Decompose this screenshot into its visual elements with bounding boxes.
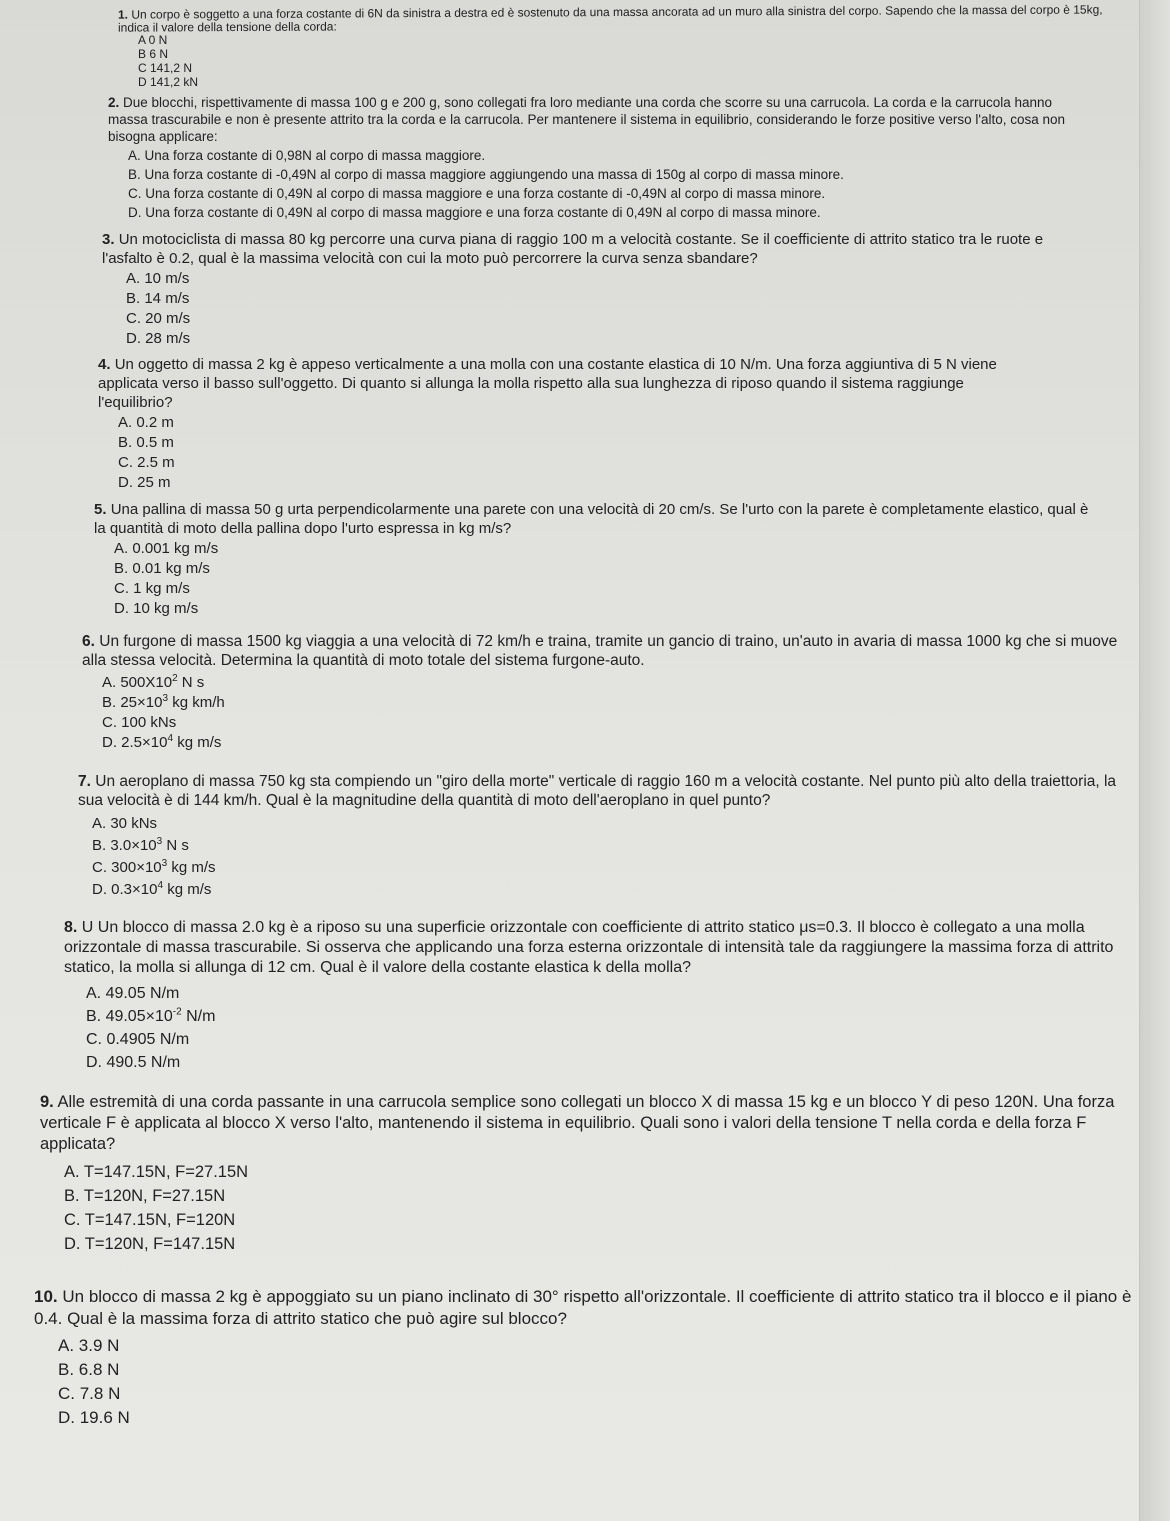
answer-options [64, 982, 1144, 1074]
option-d[interactable]: D. Una forza costante di 0,49N al corpo di massa maggiore e una forza costante di 0,49N al corpo di massa minore. [128, 205, 821, 220]
answer-options [108, 146, 1068, 222]
question-2 [108, 94, 1068, 222]
option-c[interactable]: C. Una forza costante di 0,49N al corpo di massa maggiore e una forza costante di -0,49N al corpo di massa minore. [128, 186, 826, 201]
option-d[interactable]: D. T=120N, F=147.15N [64, 1235, 236, 1253]
question-number: 9. [40, 1093, 54, 1111]
question-9 [40, 1092, 1140, 1256]
option-c[interactable]: C. T=147.15N, F=120N [64, 1211, 236, 1229]
question-number: 8. [64, 919, 78, 936]
option-b[interactable]: B. 6.8 N [58, 1360, 120, 1379]
option-d[interactable]: D. $0.3\times 10^4$ kg m/s [92, 880, 212, 898]
option-d[interactable]: D. 10 kg m/s [114, 600, 199, 617]
option-c[interactable]: C. 1 kg m/s [114, 580, 190, 597]
option-a[interactable]: A. $500X10^2$ N s [102, 673, 205, 691]
option-b[interactable]: B. $3.0\times 10^3$ N s [92, 836, 189, 854]
option-b[interactable]: B. 0.5 m [118, 434, 174, 451]
answer-options [40, 1160, 1140, 1256]
question-number: 1. [118, 7, 129, 22]
question-10 [34, 1286, 1134, 1430]
option-d[interactable]: D. 490.5 N/m [86, 1054, 181, 1071]
option-d[interactable]: D. 19.6 N [58, 1408, 130, 1427]
question-text: Un corpo è soggetto a una forza costante di 6N da sinistra a destra ed è sostenuto da una massa ancorata ad un muro alla sinistra del corpo. Sapendo che la massa del corpo è 15kg, indica il valore della tensione della corda: [118, 2, 1103, 35]
question-text: Un motociclista di massa 80 kg percorre una curva piana di raggio 100 m a velocità costante. Se il coefficiente di attrito statico tra le ruote e l'asfalto è 0.2, qual è la massima velocità con cui la moto può percorrere la curva senza sbandare? [102, 231, 1044, 267]
question-number: 10. [34, 1287, 58, 1306]
question-number: 5. [94, 501, 107, 518]
question-number: 6. [82, 633, 95, 650]
option-c[interactable]: C. $300\times 10^3$ kg m/s [92, 858, 216, 876]
question-7 [78, 772, 1128, 901]
option-d[interactable]: D. $2.5\times 10^4$ kg m/s [102, 733, 222, 751]
option-a[interactable]: A. 49.05 N/m [86, 985, 180, 1002]
option-b[interactable]: B. 14 m/s [126, 290, 190, 307]
answer-options [98, 413, 1038, 493]
option-c[interactable]: C. 20 m/s [126, 310, 191, 327]
question-8 [64, 918, 1144, 1074]
question-number: 7. [78, 773, 91, 790]
question-text: Un oggetto di massa 2 kg è appeso verticalmente a una molla con una costante elastica di 10 N/m. Una forza aggiuntiva di 5 N viene applicata verso il basso sull'oggetto. Di quanto si allunga la molla rispetto alla sua lunghezza di riposo quando il sistema raggiunge l'equilibrio? [98, 356, 997, 411]
question-number: 2. [108, 95, 120, 110]
option-d[interactable]: D. 25 m [118, 474, 171, 491]
option-a[interactable]: A. 30 kNs [92, 815, 158, 832]
option-c[interactable]: C. 7.8 N [58, 1384, 121, 1403]
option-c[interactable]: C. 0.4905 N/m [86, 1031, 190, 1048]
answer-options [94, 539, 1104, 619]
answer-options [102, 269, 1082, 349]
question-number: 4. [98, 356, 111, 373]
option-a[interactable]: A 0 N [138, 33, 168, 47]
option-a[interactable]: A. 0.001 kg m/s [114, 540, 219, 557]
question-5 [94, 500, 1104, 619]
question-4 [98, 355, 1038, 493]
option-b[interactable]: B. 0.01 kg m/s [114, 560, 210, 577]
option-b[interactable]: B. $49.05\times 10^{-2}$ N/m [86, 1006, 216, 1025]
question-6 [82, 632, 1132, 753]
option-b[interactable]: B 6 N [138, 47, 169, 61]
option-a[interactable]: A. Una forza costante di 0,98N al corpo di massa maggiore. [128, 148, 486, 163]
option-c[interactable]: C. 100 kNs [102, 714, 177, 731]
question-text: Alle estremità di una corda passante in una carrucola semplice sono collegati un blocco X di massa 15 kg e un blocco Y di peso 120N. Una forza verticale F è applicata al blocco X verso l'alto, mantenendo il sistema in equilibrio. Quali sono i valori della tensione T nella corda e della forza F applicata? [40, 1093, 1115, 1153]
option-d[interactable]: D 141,2 kN [138, 75, 199, 89]
option-a[interactable]: A. T=147.15N, F=27.15N [64, 1163, 249, 1181]
answer-options [78, 813, 1128, 901]
question-number: 3. [102, 231, 115, 248]
question-3 [102, 230, 1082, 349]
question-text: Una pallina di massa 50 g urta perpendicolarmente una parete con una velocità di 20 cm/s. Se l'urto con la parete è completamente elastico, qual è la quantità di moto della pallina dopo l'urto espressa in kg m/s? [94, 501, 1089, 537]
option-c[interactable]: C. 2.5 m [118, 454, 175, 471]
answer-options [34, 1334, 1134, 1430]
question-text: Un blocco di massa 2 kg è appoggiato su un piano inclinato di 30° rispetto all'orizzontale. Il coefficiente di attrito statico tra il blocco e il piano è 0.4. Qual è la massima forza di attrito statico che può agire sul blocco? [34, 1287, 1132, 1328]
question-text: Un aeroplano di massa 750 kg sta compiendo un "giro della morte" verticale di raggio 160 m a velocità costante. Nel punto più alto della traiettoria, la sua velocità è di 144 km/h. Qual è la magnitudine della quantità di moto dell'aeroplano in quel punto? [78, 773, 1117, 809]
question-text: U Un blocco di massa 2.0 kg è a riposo su una superficie orizzontale con coefficiente di attrito statico μs=0.3. Il blocco è collegato a una molla orizzontale di massa trascurabile. Si osserva che applicando una forza esterna orizzontale di intensità tale da raggiungere la massima forza di attrito statico, la molla si allunga di 12 cm. Qual è il valore della costante elastica k della molla? [64, 919, 1114, 976]
option-a[interactable]: A. 10 m/s [126, 270, 190, 287]
answer-options [82, 673, 1132, 753]
paper-edge [1139, 0, 1170, 1521]
option-b[interactable]: B. Una forza costante di -0,49N al corpo di massa maggiore aggiungendo una massa di 150g al corpo di massa minore. [128, 167, 844, 182]
option-b[interactable]: B. T=120N, F=27.15N [64, 1187, 226, 1205]
option-a[interactable]: A. 3.9 N [58, 1336, 120, 1355]
answer-options [118, 33, 1128, 89]
question-text: Un furgone di massa 1500 kg viaggia a una velocità di 72 km/h e traina, tramite un gancio di traino, un'auto in avaria di massa 1000 kg che si muove alla stessa velocità. Determina la quantità di moto totale del sistema furgone-auto. [82, 633, 1118, 669]
option-b[interactable]: B. $25\times 10^3$ kg km/h [102, 693, 225, 711]
question-text: Due blocchi, rispettivamente di massa 100 g e 200 g, sono collegati fra loro mediante una corda che scorre su una carrucola. La corda e la carrucola hanno massa trascurabile e non è presente attrito tra la corda e la carrucola. Per mantenere il sistema in equilibrio, considerando le forze positive verso l'alto, cosa non bisogna applicare: [108, 95, 1066, 144]
option-c[interactable]: C 141,2 N [138, 61, 193, 75]
option-d[interactable]: D. 28 m/s [126, 330, 191, 347]
question-1 [118, 2, 1128, 89]
option-a[interactable]: A. 0.2 m [118, 414, 174, 431]
